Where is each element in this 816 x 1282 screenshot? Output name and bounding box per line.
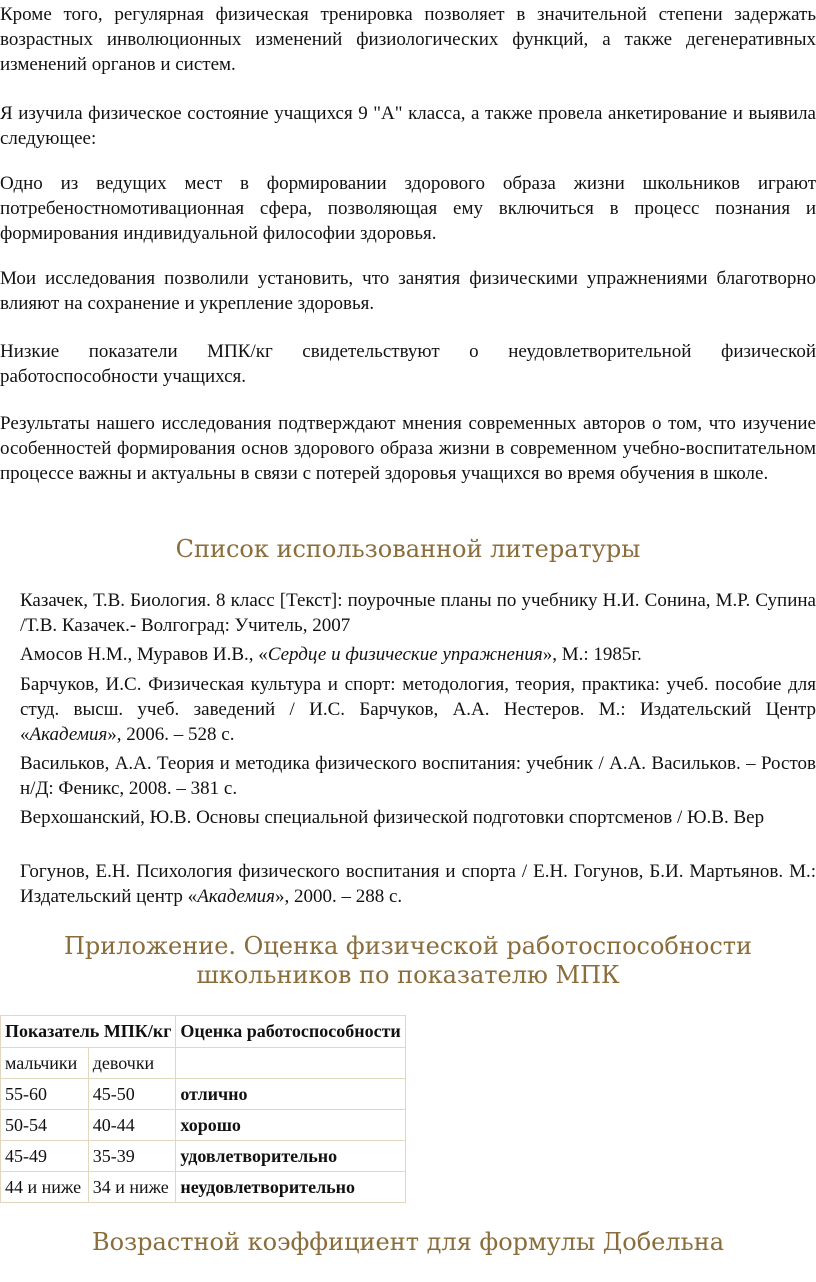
table-cell-empty	[176, 1048, 405, 1079]
table-cell-grade: неудовлетворительно	[176, 1172, 405, 1203]
table-subheader-girls: девочки	[88, 1048, 176, 1079]
table-row	[1, 1110, 406, 1141]
table-header-row	[1, 1016, 406, 1048]
fitness-grades-table	[0, 1015, 406, 1203]
table-cell-girls: 35-39	[88, 1141, 176, 1172]
table-cell-boys: 44 и ниже	[1, 1172, 89, 1203]
reference-item: Барчуков, И.С. Физическая культура и спорт: методология, теория, практика: учеб. пособие для студ. высш. учеб. заведений / И.С. Барчуков, А.А. Нестеров. М.: Издательский Центр «Академия», 2006. – 528 с.	[20, 674, 816, 745]
table-cell-girls: 40-44	[88, 1110, 176, 1141]
table-cell-boys: 45-49	[1, 1141, 89, 1172]
table-row	[1, 1141, 406, 1172]
reference-item: Верхошанский, Ю.В. Основы специальной физической подготовки спортсменов / Ю.В. Вер	[20, 807, 765, 828]
paragraph-motivation: Одно из ведущих мест в формировании здорового образа жизни школьников играют потребеностномотивационная сфера, позволяющая ему включиться в процесс познания и формирования индивидуальной философии здоровья.	[0, 173, 816, 244]
table-row	[1, 1172, 406, 1203]
paragraph-research: Мои исследования позволили установить, что занятия физическими упражнениями благотворно влияют на сохранение и укрепление здоровья.	[0, 268, 816, 314]
appendix-heading: Приложение. Оценка физической работоспособности школьников по показателю МПК	[63, 932, 753, 989]
table-cell-grade: удовлетворительно	[176, 1141, 405, 1172]
table-cell-boys: 50-54	[1, 1110, 89, 1141]
reference-item: Казачек, Т.В. Биология. 8 класс [Текст]: поурочные планы по учебнику Н.И. Сонина, М.Р. Супина /Т.В. Казачек.- Волгоград: Учитель, 2007	[20, 590, 816, 636]
references-heading: Список использованной литературы	[175, 535, 641, 563]
table-cell-boys: 55-60	[1, 1079, 89, 1110]
reference-item: Амосов Н.М., Муравов И.В., «Сердце и физические упражнения», М.: 1985г.	[20, 644, 642, 665]
table-cell-girls: 45-50	[88, 1079, 176, 1110]
paragraph-mpk: Низкие показатели МПК/кг свидетельствуют о неудовлетворительной физической работоспособности учащихся.	[0, 341, 816, 387]
table-subheader-boys: мальчики	[1, 1048, 89, 1079]
table-cell-girls: 34 и ниже	[88, 1172, 176, 1203]
reference-item: Гогунов, Е.Н. Психология физического воспитания и спорта / Е.Н. Гогунов, Б.И. Мартьянов. М.: Издательский центр «Академия», 2000. – 288 с.	[20, 861, 816, 907]
coefficient-heading: Возрастной коэффициент для формулы Добельна	[91, 1228, 724, 1256]
paragraph-study: Я изучила физическое состояние учащихся 9 "А" класса, а также провела анкетирование и выявила следующее:	[0, 103, 816, 149]
table-subheader-row	[1, 1048, 406, 1079]
table-header-mpk: Показатель МПК/кг	[1, 1016, 176, 1048]
paragraph-results: Результаты нашего исследования подтверждают мнения современных авторов о том, что изучение особенностей формирования основ здорового образа жизни в современном учебно-воспитательном процессе важны и актуальны в связи с потерей здоровья учащихся во время обучения в школе.	[0, 413, 816, 484]
table-row	[1, 1079, 406, 1110]
reference-item: Васильков, А.А. Теория и методика физического воспитания: учебник / А.А. Васильков. – Ростов н/Д: Феникс, 2008. – 381 с.	[20, 753, 816, 799]
table-cell-grade: хорошо	[176, 1110, 405, 1141]
paragraph-training: Кроме того, регулярная физическая тренировка позволяет в значительной степени задержать возрастных инволюционных изменений физиологических функций, а также дегенеративных изменений органов и систем.	[0, 4, 816, 75]
table-header-grade: Оценка работоспособности	[176, 1016, 405, 1048]
table-cell-grade: отлично	[176, 1079, 405, 1110]
